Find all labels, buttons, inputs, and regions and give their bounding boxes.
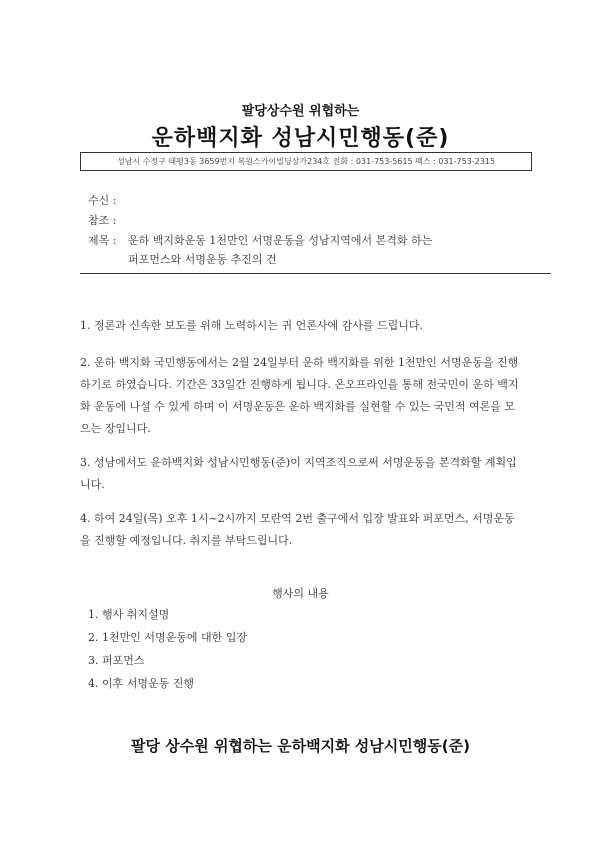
recipient-label: 수신 : [88,194,117,207]
header-divider [80,273,551,274]
paragraph-2: 2. 운하 백지화 국민행동에서는 2월 24일부터 운하 백지화를 위한 1천만인 서명운동을 진행하기로 하였습니다. 기간은 33일간 진행하게 됩니다. 온오프라인을 통해 전국민이 운하 백지화 운동에 나설 수 있게 하며 이 서명운동은 운하 백지화를 실현할 수 있는 국민적 여론을 모으는 장입니다. [80,356,519,435]
subject-line-1: 운하 백지화운동 1천만인 서명운동을 성남지역에서 본격화 하는 [128,234,433,247]
subject-line-2: 퍼포먼스와 서명운동 추진의 건 [128,253,277,266]
document-title: 운하백지화 성남시민행동(준) [151,126,450,151]
event-item-2: 2. 1천만인 서명운동에 대한 입장 [88,631,247,644]
paragraph-1: 1. 정론과 신속한 보도를 위해 노력하시는 귀 언론사에 감사를 드립니다. [80,319,423,332]
reference-label: 참조 : [88,214,117,227]
paragraph-3: 3. 성남에서도 운하백지화 성남시민행동(준)이 지역조직으로써 서명운동을 본격화할 계획입니다. [80,456,517,491]
event-item-4: 4. 이후 서명운동 진행 [88,677,194,690]
event-item-1: 1. 행사 취지설명 [88,608,170,621]
footer-organization: 팔당 상수원 위협하는 운하백지화 성남시민행동(준) [131,737,470,755]
address-box: 성남시 수정구 태평3동 3659번지 복원스카이빌딩상가234호 전화 : 031-753-5615 팩스 : 031-753-2315 [80,152,532,171]
events-heading: 행사의 내용 [272,587,329,600]
header-subtitle: 팔당상수원 위협하는 [241,104,360,119]
paragraph-4: 4. 하여 24일(목) 오후 1시~2시까지 모란역 2번 출구에서 입장 발표와 퍼포먼스, 서명운동을 진행할 예정입니다. 취지를 부탁드립니다. [80,512,515,547]
subject-label: 제목 : [88,234,117,247]
event-item-3: 3. 퍼포먼스 [88,654,145,667]
